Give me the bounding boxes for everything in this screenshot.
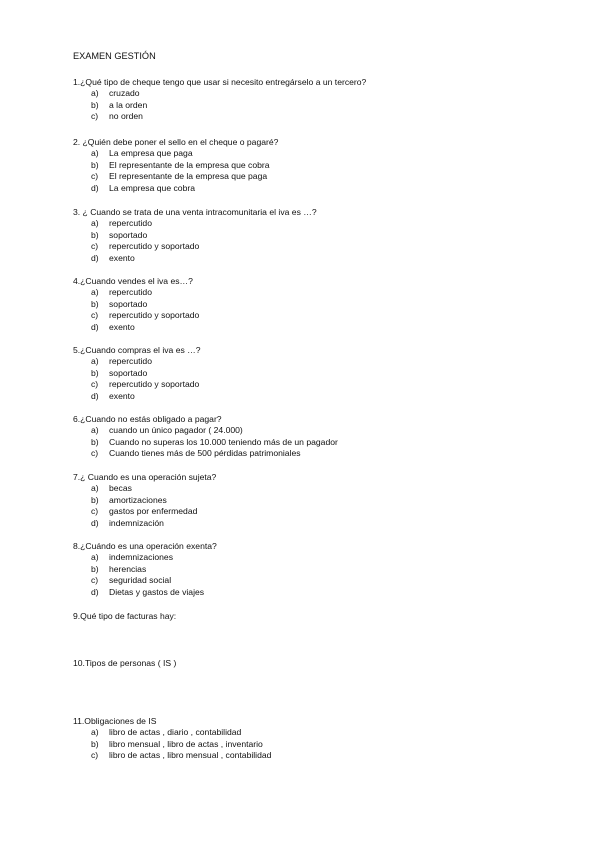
option-letter: a)	[91, 356, 99, 366]
answer-option	[73, 322, 193, 334]
option-text: exento	[109, 390, 135, 401]
option-letter: b)	[91, 436, 99, 447]
option-text: libro mensual , libro de actas , inventario	[109, 738, 263, 749]
option-letter: a)	[91, 552, 99, 562]
option-text: repercutido y soportado	[109, 379, 200, 390]
option-text: repercutido	[109, 356, 152, 366]
option-letter: a)	[91, 483, 99, 493]
option-text: soportado	[109, 367, 148, 378]
option-letter: c)	[91, 506, 99, 517]
answer-option	[73, 738, 263, 751]
answer-option	[73, 148, 278, 160]
option-letter: d)	[91, 182, 99, 193]
answer-option	[73, 310, 200, 322]
question-text: 5.¿Cuando compras el iva es …?	[73, 345, 201, 355]
option-letter: b)	[91, 367, 99, 378]
option-text: soportado	[109, 229, 148, 240]
question-text: 3. ¿ Cuando se trata de una venta intracomunitaria el iva es …?	[73, 207, 317, 217]
answer-option	[73, 287, 193, 299]
option-text: repercutido y soportado	[109, 310, 200, 321]
option-letter: c)	[91, 379, 99, 390]
question-6	[73, 413, 338, 460]
question-3	[73, 206, 317, 264]
option-letter: b)	[91, 99, 99, 110]
question-11	[73, 715, 272, 762]
answer-option	[73, 183, 278, 195]
option-letter: d)	[91, 321, 99, 332]
option-letter: d)	[91, 586, 99, 597]
question-text: 9.Qué tipo de facturas hay:	[73, 611, 177, 621]
option-letter: b)	[91, 494, 99, 505]
option-text: repercutido	[109, 287, 152, 297]
question-text: 2. ¿Quién debe poner el sello en el cheque o pagaré?	[73, 137, 279, 147]
option-text: La empresa que paga	[109, 148, 193, 158]
question-text: 8.¿Cuándo es una operación exenta?	[73, 541, 217, 551]
option-letter: a)	[91, 148, 99, 158]
option-text: herencias	[109, 563, 147, 574]
answer-option	[73, 88, 366, 100]
option-letter: c)	[91, 111, 99, 122]
question-4	[73, 275, 200, 333]
option-text: indemnizaciones	[109, 552, 174, 562]
option-letter: a)	[91, 287, 99, 297]
answer-option	[73, 230, 317, 242]
answer-option	[73, 495, 216, 507]
document-title: EXAMEN GESTIÓN	[73, 51, 156, 61]
question-text: 4.¿Cuando vendes el iva es…?	[73, 276, 193, 286]
answer-option	[73, 160, 278, 172]
answer-option	[73, 518, 216, 530]
answer-option	[73, 575, 217, 587]
answer-option	[73, 436, 338, 449]
answer-option	[73, 368, 201, 380]
option-letter: c)	[91, 310, 99, 321]
option-text: exento	[109, 252, 135, 263]
option-text: amortizaciones	[109, 494, 167, 505]
option-letter: a)	[91, 88, 99, 98]
option-text: repercutido y soportado	[109, 241, 200, 252]
option-text: soportado	[109, 298, 148, 309]
option-letter: a)	[91, 218, 99, 228]
option-text: Cuando tienes más de 500 pérdidas patrimoniales	[109, 448, 301, 459]
answer-option	[73, 727, 242, 739]
answer-option	[73, 483, 216, 495]
answer-option	[73, 379, 201, 391]
option-letter: d)	[91, 252, 99, 263]
option-text: Dietas y gastos de viajes	[109, 586, 205, 597]
answer-option	[73, 448, 301, 460]
question-2	[73, 136, 278, 194]
option-letter: a)	[91, 425, 99, 435]
option-letter: b)	[91, 738, 99, 749]
option-text: Cuando no superas los 10.000 teniendo más de un pagador	[109, 436, 338, 447]
question-8	[73, 540, 217, 598]
option-letter: c)	[91, 750, 99, 761]
question-5	[73, 344, 201, 402]
option-text: El representante de la empresa que paga	[109, 171, 268, 182]
answer-option	[73, 100, 366, 112]
option-text: becas	[109, 483, 132, 493]
answer-option	[73, 111, 366, 123]
option-letter: d)	[91, 390, 99, 401]
answer-option	[73, 552, 217, 564]
question-7	[73, 471, 216, 529]
option-text: gastos por enfermedad	[109, 506, 198, 517]
answer-option	[73, 171, 278, 183]
option-text: exento	[109, 321, 135, 332]
option-text: no orden	[109, 111, 143, 122]
option-letter: b)	[91, 159, 99, 170]
option-text: La empresa que cobra	[109, 182, 195, 193]
question-10	[73, 657, 176, 669]
answer-option	[73, 564, 217, 576]
option-text: repercutido	[109, 218, 152, 228]
option-letter: b)	[91, 563, 99, 574]
option-letter: c)	[91, 171, 99, 182]
answer-option	[73, 750, 272, 762]
question-1	[73, 76, 366, 123]
question-9	[73, 610, 176, 622]
answer-option	[73, 218, 317, 230]
option-letter: c)	[91, 448, 99, 459]
option-letter: b)	[91, 298, 99, 309]
option-text: indemnización	[109, 517, 164, 528]
option-text: seguridad social	[109, 575, 172, 586]
question-text: 7.¿ Cuando es una operación sujeta?	[73, 472, 217, 482]
option-text: libro de actas , diario , contabilidad	[109, 727, 242, 737]
question-text: 1.¿Qué tipo de cheque tengo que usar si necesito entregárselo a un tercero?	[73, 77, 367, 87]
option-text: libro de actas , libro mensual , contabilidad	[109, 750, 272, 761]
option-letter: d)	[91, 517, 99, 528]
answer-option	[73, 391, 201, 403]
option-letter: c)	[91, 575, 99, 586]
answer-option	[73, 587, 217, 599]
answer-option	[73, 356, 201, 368]
option-text: El representante de la empresa que cobra	[109, 159, 270, 170]
answer-option	[73, 253, 317, 265]
answer-option	[73, 506, 216, 518]
question-text: 10.Tipos de personas ( IS )	[73, 658, 177, 668]
option-text: cruzado	[109, 88, 140, 98]
answer-option	[73, 425, 243, 437]
option-letter: c)	[91, 241, 99, 252]
option-letter: b)	[91, 229, 99, 240]
option-letter: a)	[91, 727, 99, 737]
answer-option	[73, 299, 193, 311]
option-text: cuando un único pagador ( 24.000)	[109, 425, 243, 435]
answer-option	[73, 241, 317, 253]
question-text: 11.Obligaciones de IS	[73, 716, 157, 726]
option-text: a la orden	[109, 99, 148, 110]
question-text: 6.¿Cuando no estás obligado a pagar?	[73, 414, 222, 424]
